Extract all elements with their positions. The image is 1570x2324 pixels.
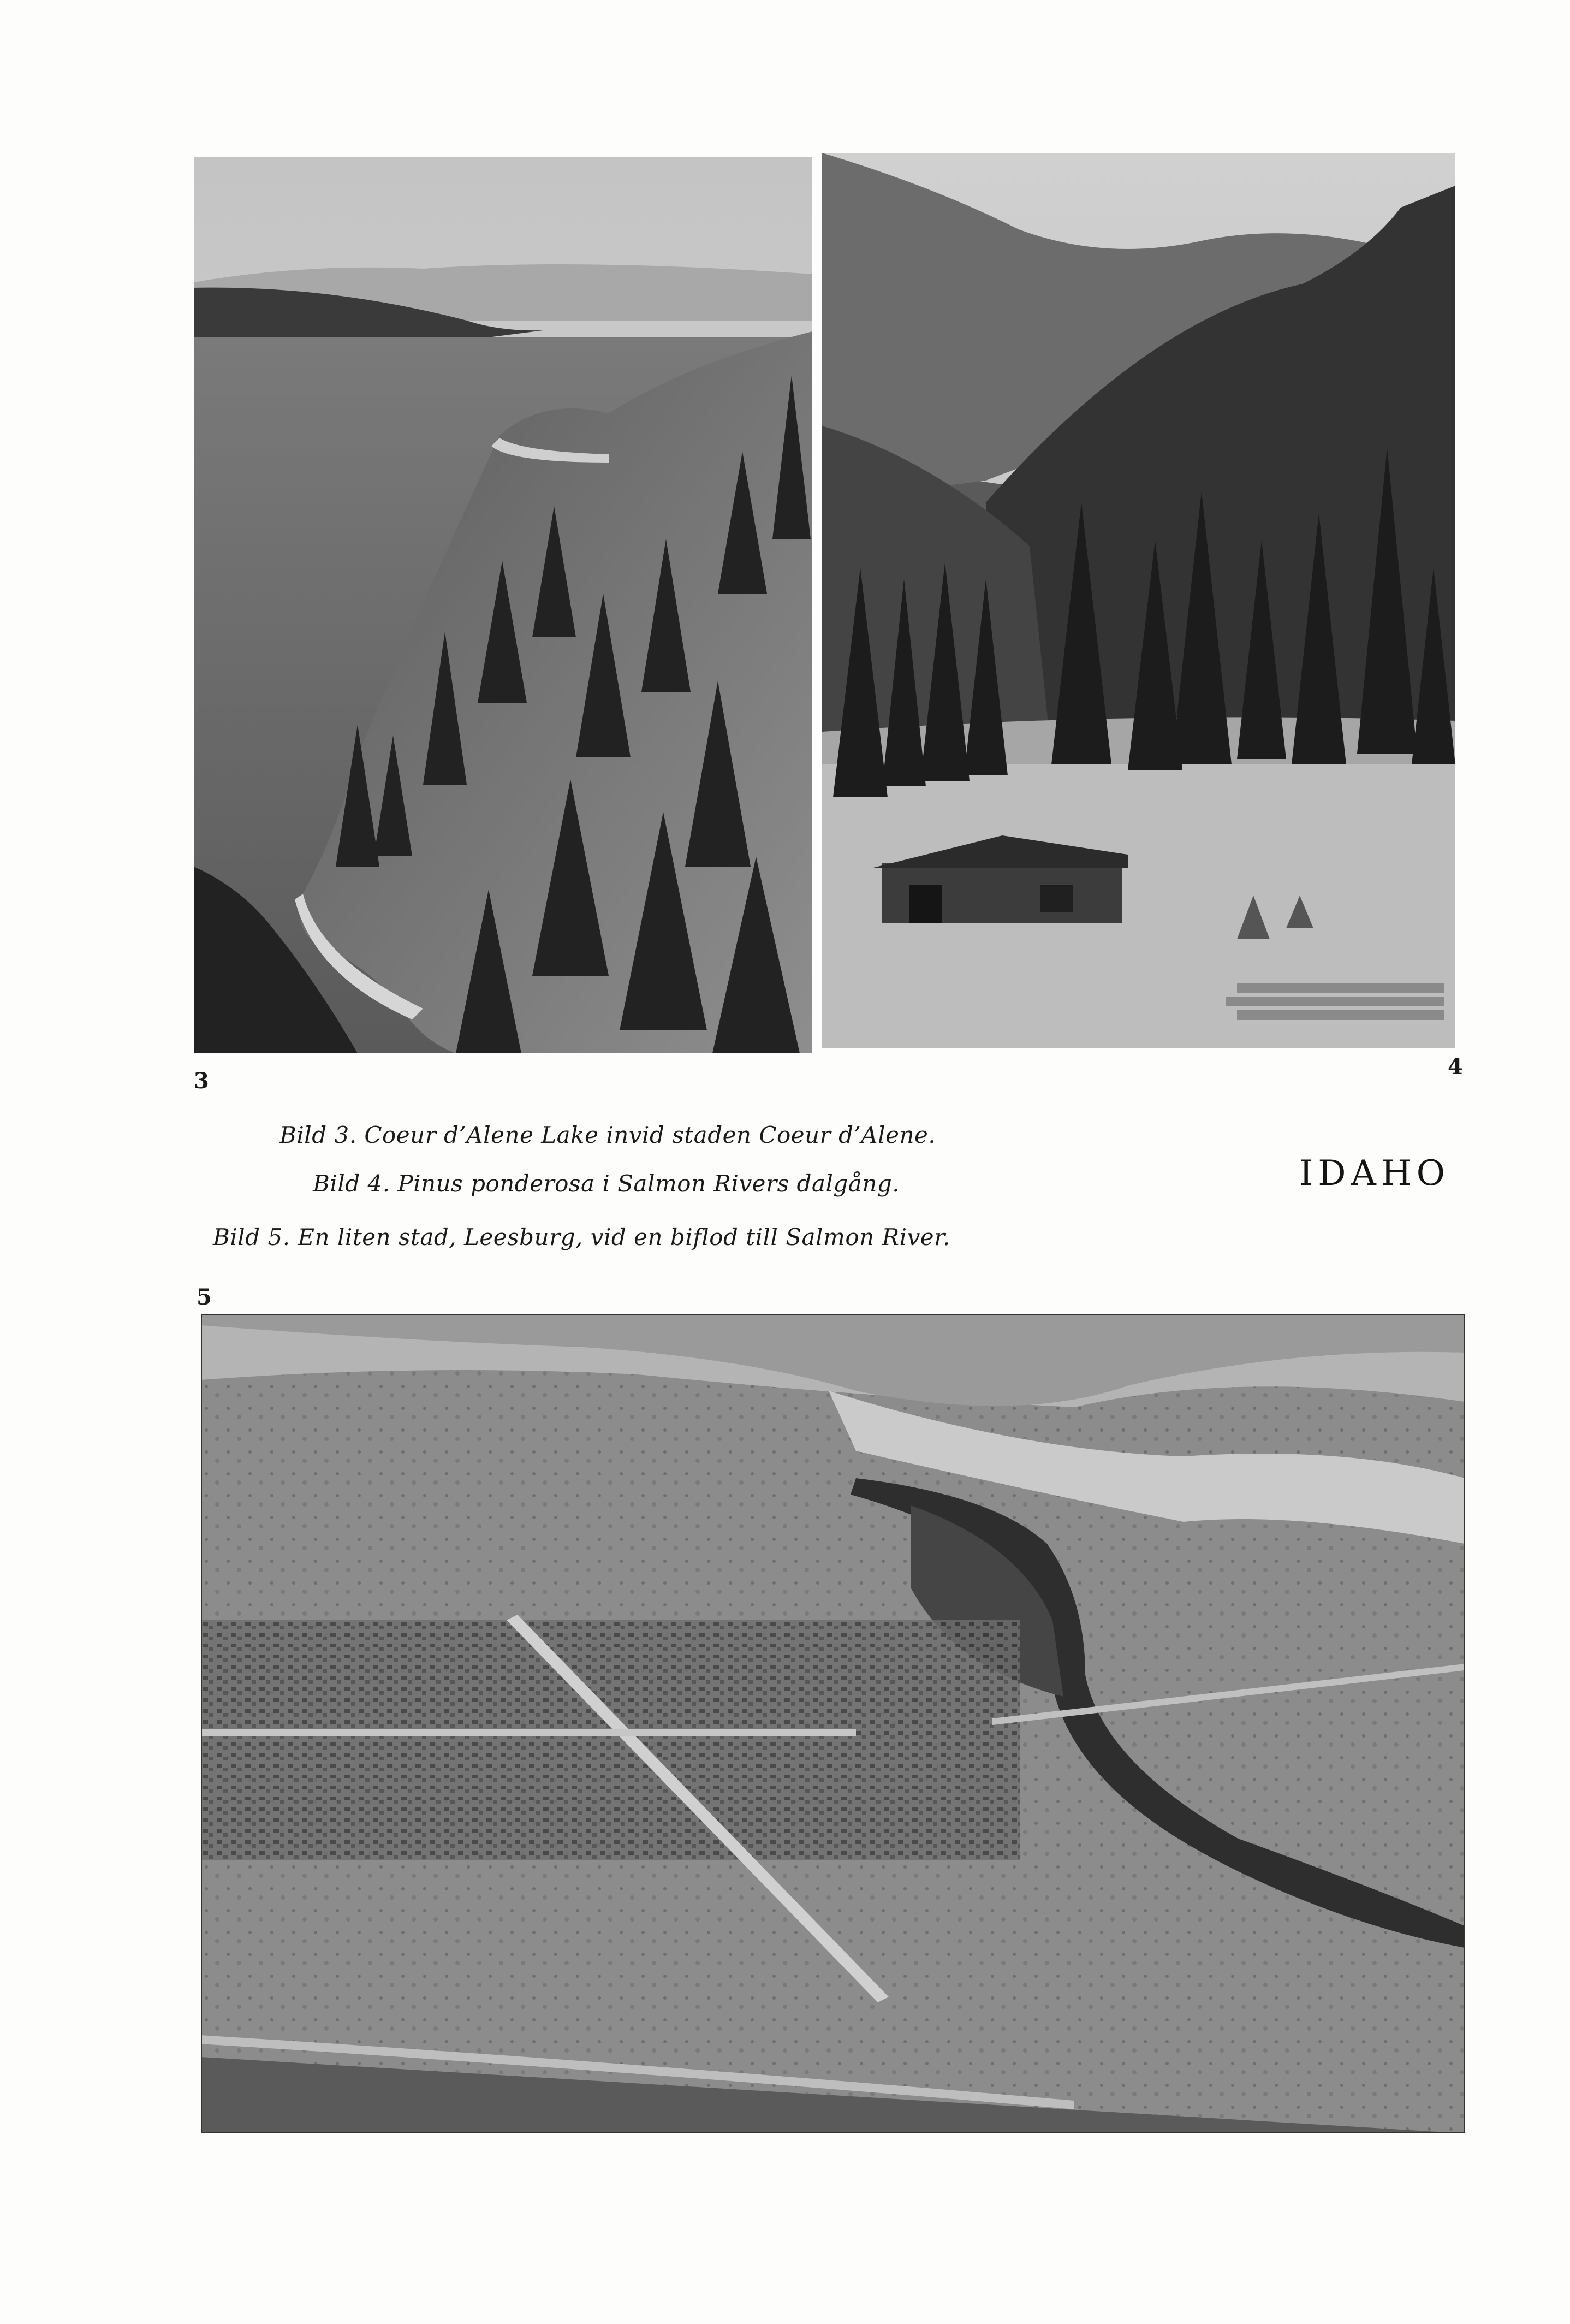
state-heading: IDAHO — [1299, 1153, 1450, 1194]
aerial-town-photo — [201, 1314, 1465, 2133]
caption-figure-5: Bild 5. En liten stad, Leesburg, vid en biflod till Salmon River. — [213, 1224, 950, 1250]
figure-number-5: 5 — [197, 1284, 212, 1310]
pine-valley-photo — [822, 153, 1455, 1048]
caption-figure-3: Bild 3. Coeur d’Alene Lake invid staden Coeur d’Alene. — [279, 1122, 936, 1148]
lake-photo — [194, 157, 812, 1053]
figure-number-3: 3 — [194, 1068, 209, 1094]
caption-figure-4: Bild 4. Pinus ponderosa i Salmon Rivers dalgång. — [313, 1170, 900, 1197]
figure-number-4: 4 — [1448, 1054, 1463, 1080]
